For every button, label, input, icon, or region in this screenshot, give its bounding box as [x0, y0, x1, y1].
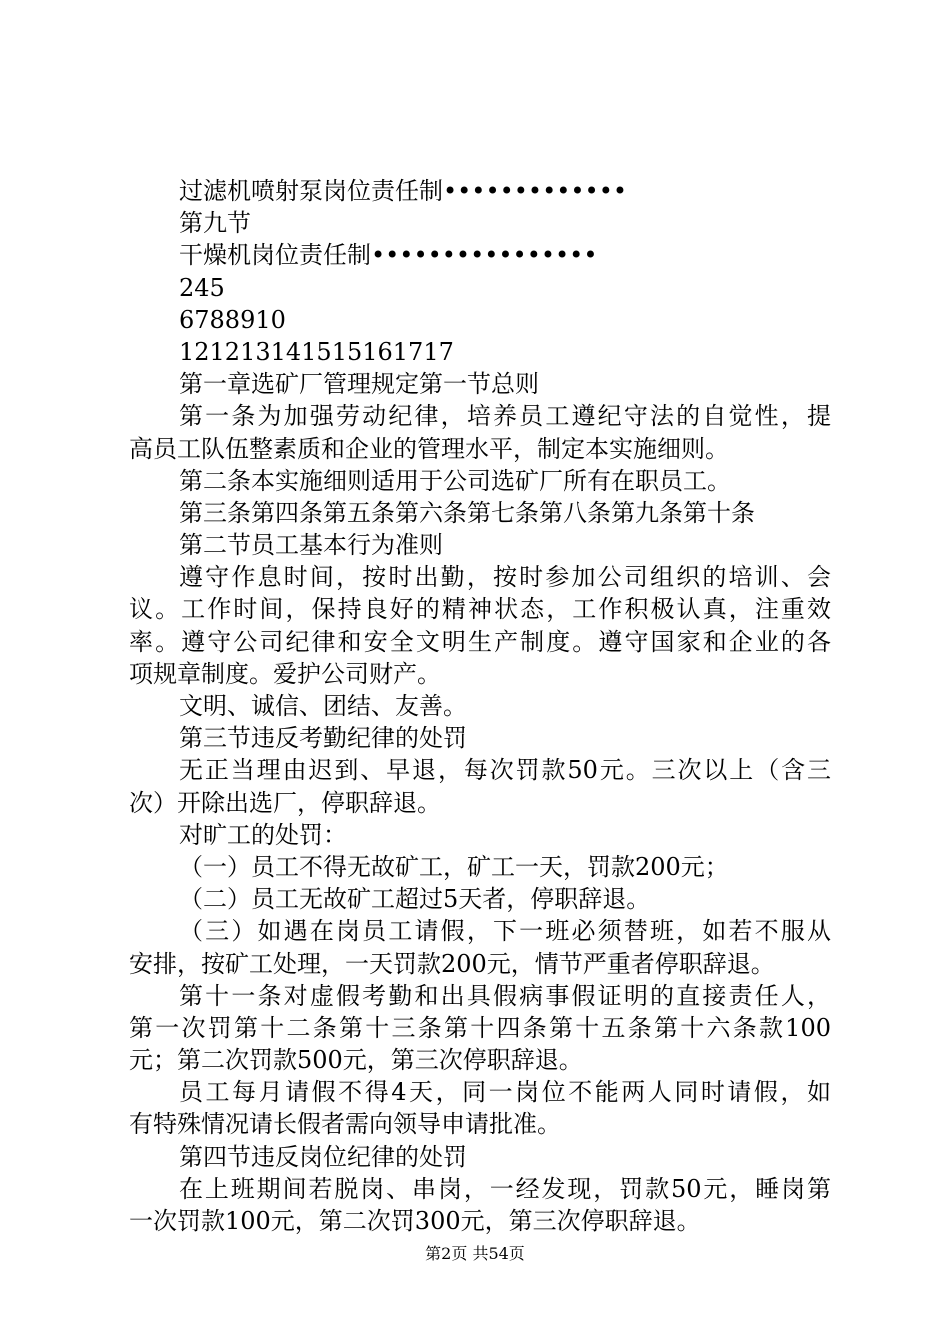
- paragraph-line: 议。工作时间，保持良好的精神状态，工作积极认真，注重效: [129, 595, 831, 624]
- document-body: [129, 175, 831, 1237]
- paragraph-line: 元；第二次罚款500元，第三次停职辞退。: [129, 1046, 583, 1075]
- paragraph-line: 无正当理由迟到、早退，每次罚款50元。三次以上（含三: [179, 756, 831, 785]
- toc-entry: 过滤机喷射泵岗位责任制•••••••••••••: [179, 177, 628, 205]
- paragraph-line: 高员工队伍整素质和企业的管理水平，制定本实施细则。: [129, 434, 729, 463]
- chapter-heading: 第一章选矿厂管理规定第一节总则: [179, 370, 539, 399]
- paragraph-line: 员工每月请假不得4天，同一岗位不能两人同时请假，如: [179, 1078, 831, 1107]
- paragraph-line: 对旷工的处罚：: [179, 820, 347, 849]
- paragraph-line: 文明、诚信、团结、友善。: [179, 692, 467, 720]
- paragraph-line: 第二条本实施细则适用于公司选矿厂所有在职员工。: [179, 466, 731, 495]
- toc-entry: 干燥机岗位责任制••••••••••••••••: [179, 241, 598, 270]
- list-item: （二）员工无故矿工超过5天者，停职辞退。: [179, 885, 651, 914]
- paragraph-line: 次）开除出选厂，停职辞退。: [129, 788, 441, 817]
- toc-page-numbers: 245: [179, 273, 225, 302]
- list-item: （三）如遇在岗员工请假，下一班必须替班，如若不服从: [179, 917, 831, 946]
- paragraph-line: 项规章制度。爱护公司财产。: [129, 659, 441, 688]
- paragraph-line: 安排，按矿工处理，一天罚款200元，情节严重者停职辞退。: [129, 949, 775, 978]
- paragraph-line: 第一次罚第十二条第十三条第十四条第十五条第十六条款100: [129, 1013, 831, 1042]
- paragraph-line: 一次罚款100元，第二次罚300元，第三次停职辞退。: [129, 1207, 701, 1235]
- paragraph-line: 第十一条对虚假考勤和出具假病事假证明的直接责任人，: [179, 981, 831, 1010]
- paragraph-line: 第一条为加强劳动纪律，培养员工遵纪守法的自觉性，提: [179, 402, 831, 431]
- paragraph-line: 率。遵守公司纪律和安全文明生产制度。遵守国家和企业的各: [129, 627, 831, 656]
- paragraph-line: 第三条第四条第五条第六条第七条第八条第九条第十条: [179, 498, 755, 527]
- list-item: （一）员工不得无故矿工，矿工一天，罚款200元；: [179, 852, 729, 881]
- paragraph-line: 遵守作息时间，按时出勤，按时参加公司组织的培训、会: [179, 563, 831, 592]
- toc-page-numbers: 121213141515161717: [179, 337, 454, 366]
- section-heading: 第四节违反岗位纪律的处罚: [179, 1142, 467, 1171]
- section-heading: 第三节违反考勤纪律的处罚: [179, 724, 467, 753]
- paragraph-line: 在上班期间若脱岗、串岗，一经发现，罚款50元，睡岗第: [179, 1174, 831, 1203]
- toc-page-numbers: 6788910: [179, 305, 286, 334]
- section-heading: 第二节员工基本行为准则: [179, 531, 443, 560]
- paragraph-line: 有特殊情况请长假者需向领导申请批准。: [129, 1110, 561, 1139]
- toc-entry: 第九节: [179, 209, 251, 238]
- page-footer: 第2页 共54页: [425, 1244, 525, 1263]
